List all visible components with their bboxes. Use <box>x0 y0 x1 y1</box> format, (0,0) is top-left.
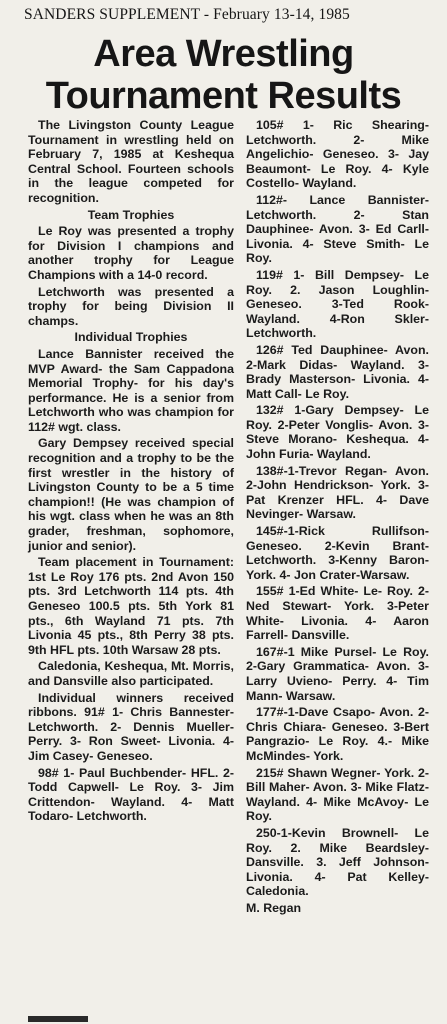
article-column-right <box>246 118 429 917</box>
weight-145-results: 145#-1-Rick Rullifson- Geneseo. 2-Kevin Brant- Letchworth. 3-Kenny Baron- York. 4- Jon Crater-Warsaw. <box>246 524 429 582</box>
weight-167-results: 167#-1 Mike Pursel- Le Roy. 2-Gary Grammatica- Avon. 3- Larry Uvieno- Perry. 4- Tim Mann- Warsaw. <box>246 644 429 703</box>
page-header: SANDERS SUPPLEMENT - February 13-14, 1985 <box>24 6 350 23</box>
weight-177-results: 177#-1-Dave Csapo- Avon. 2-Chris Chiara- Geneseo. 3-Bert Pangrazio- Le Roy. 4.- Mike McMindes- York. <box>246 705 429 763</box>
weight-119-results: 119# 1- Bill Dempsey- Le Roy. 2. Jason Loughlin- Geneseo. 3-Ted Rook- Wayland. 4-Ron Skler- Letchworth. <box>246 267 429 341</box>
weight-132-results: 132# 1-Gary Dempsey- Le Roy. 2-Peter Vonglis- Avon. 3-Steve Morano- Keshequa. 4-John Furia- Wayland. <box>246 403 429 462</box>
weight-250-results: 250-1-Kevin Brownell- Le Roy. 2. Mike Beardsley- Dansville. 3. Jeff Johnson- Livonia. 4- Pat Kelley- Caledonia. <box>246 825 429 899</box>
author-signature: M. Regan <box>246 900 302 915</box>
team-placement-paragraph: Team placement in Tournament: 1st Le Roy 176 pts. 2nd Avon 150 pts. 3rd Letchworth 114 pts. 4th Geneseo 100.5 pts. 5th York 81 pts., 6th Wayland 71 pts. 7th Livonia 45 pts., 8th Perry 38 pts. 9th HFL pts. 10th Warsaw 28 pts. <box>28 555 234 657</box>
ribbons-paragraph: Individual winners received ribbons. 91# 1- Chris Bannester- Letchworth. 2- Dennis Mueller- Perry. 3- Ron Sweet- Livonia. 4- Jim Casey- Geneseo. <box>28 690 234 763</box>
weight-215-results: 215# Shawn Wegner- York. 2- Bill Maher- Avon. 3- Mike Flatz- Wayland. 4- Mike McAvoy- Le Roy. <box>246 765 429 824</box>
team-trophies-heading: Team Trophies <box>87 207 175 222</box>
team-trophies-paragraph-1: Le Roy was presented a trophy for Division I champions and another trophy for League Champions with a 14-0 record. <box>28 224 234 282</box>
headline-line-2: Tournament Results <box>45 75 402 117</box>
article-column-left <box>28 118 234 826</box>
weight-126-results: 126# Ted Dauphinee- Avon. 2-Mark Didas- Wayland. 3-Brady Masterson- Livonia. 4- Matt Call- Le Roy. <box>246 342 429 401</box>
bannister-paragraph: Lance Bannister received the MVP Award- the Sam Cappadona Memorial Trophy- for his day's performance. He is a senior from Letchworth who was champion for 112# wgt. class. <box>28 346 234 434</box>
weight-112-results: 112#- Lance Bannister- Letchworth. 2- Stan Dauphinee- Avon. 3- Ed Carll- Livonia. 4- Steve Smith- Le Roy. <box>246 192 429 266</box>
team-trophies-paragraph-2: Letchworth was presented a trophy for being Division II champs. <box>28 284 234 328</box>
weight-105-results: 105# 1- Ric Shearing- Letchworth. 2- Mike Angelichio- Geneseo. 3- Jay Beaumont- Le Roy. 4- Kyle Costello- Wayland. <box>246 118 429 191</box>
individual-trophies-heading: Individual Trophies <box>74 330 188 345</box>
bottom-rule <box>28 1016 88 1022</box>
headline-line-1: Area Wrestling <box>93 33 354 75</box>
dempsey-paragraph: Gary Dempsey received special recognition and a trophy to be the first wrestler in the history of Livingston County to be a 5 time champion!! (He was champion of his wgt. class when he was an 8th grader, freshman, sophomore, junior and senior). <box>28 436 234 553</box>
also-participated-paragraph: Caledonia, Keshequa, Mt. Morris, and Dansville also participated. <box>28 659 234 688</box>
weight-98-results: 98# 1- Paul Buchbender- HFL. 2- Todd Capwell- Le Roy. 3- Jim Crittendon- Wayland. 4- Matt Todaro- Letchworth. <box>28 765 234 824</box>
weight-138-results: 138#-1-Trevor Regan- Avon. 2-John Hendrickson- York. 3-Pat Krenzer HFL. 4- Dave Nevinger- Warsaw. <box>246 463 429 522</box>
weight-155-results: 155# 1-Ed White- Le- Roy. 2-Ned Stewart- York. 3-Peter White- Livonia. 4- Aaron Farrell- Dansville. <box>246 584 429 643</box>
intro-paragraph: The Livingston County League Tournament in wrestling held on February 7, 1985 at Keshequa Central School. Fourteen schools in the league competed for recognition. <box>28 118 234 205</box>
